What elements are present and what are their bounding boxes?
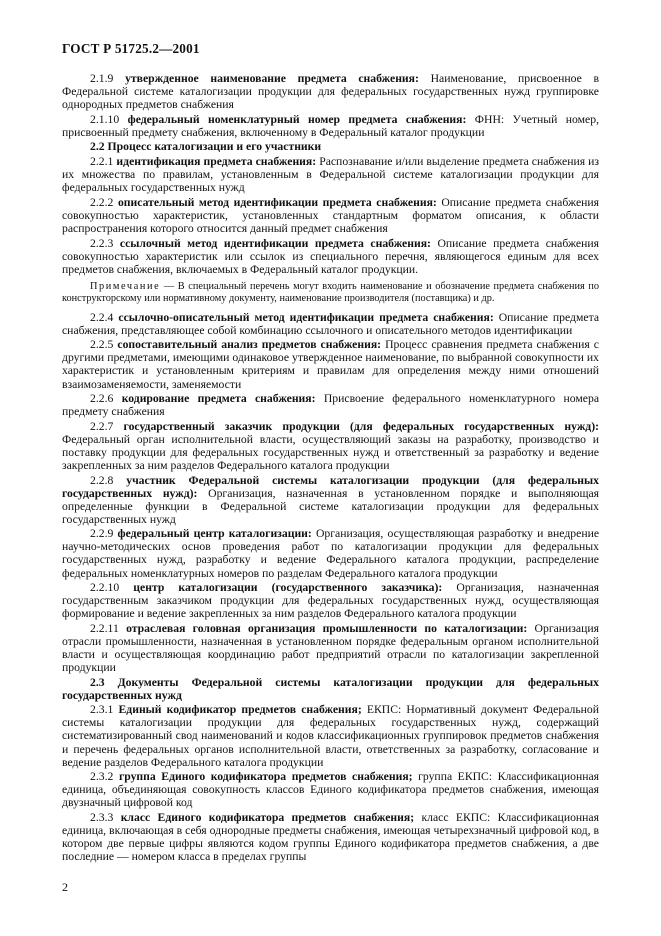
- clause-number: 2.2.9: [90, 527, 114, 541]
- defined-term: участник Федеральной системы каталогизации продукции (для федеральных государственных нужд):: [62, 473, 599, 500]
- section-heading: 2.2 Процесс каталогизации и его участники: [90, 140, 322, 154]
- defined-term: федеральный центр каталогизации:: [117, 527, 312, 541]
- definition-text: Описание предмета снабжения совокупностью характеристик, установленных стандартным форматом описания, к области распространения которого относится данный предмет снабжения: [62, 195, 600, 235]
- definition-text: ФНН: Учетный номер, присвоенный предмету снабжения, включенному в Федеральный каталог продукции: [62, 112, 599, 139]
- clause-number: 2.2.7: [90, 419, 114, 433]
- defined-term: идентификация предмета снабжения:: [116, 155, 317, 169]
- definition-paragraph: [62, 311, 599, 337]
- clause-number: 2.2.11: [90, 621, 119, 635]
- defined-term: государственный заказчик продукции (для федеральных государственных нужд):: [123, 419, 599, 433]
- defined-term: отраслевая головная организация промышленности по каталогизации:: [126, 621, 528, 635]
- definition-text: Наименование, присвоенное в Федеральной системе каталогизации продукции для федеральных государственных нужд группировке однородных предметов снабжения: [62, 72, 600, 112]
- definition-paragraph: [62, 420, 599, 472]
- clause-number: 2.2.4: [90, 310, 114, 324]
- clause-number: 2.2.10: [90, 581, 120, 595]
- definition-paragraph: [62, 72, 599, 111]
- section-heading: 2.3 Документы Федеральной системы каталогизации продукции для федеральных государственных нужд: [62, 675, 599, 702]
- clause-number: 2.2.1: [90, 155, 114, 169]
- definition-text: группа ЕКПС: Классификационная единица, объединяющая совокупность классов Единого кодификатора предметов снабжения, имеющая двузначный цифровой код: [62, 770, 600, 810]
- definition-paragraph: [62, 113, 599, 139]
- definition-text: Организация, назначенная в установленном порядке и выполняющая определенные функции в Федеральной системе каталогизации продукции для федеральных государственных нужд: [62, 486, 600, 526]
- defined-term: утвержденное наименование предмета снабжения:: [125, 72, 419, 85]
- clause-number: 2.2.8: [90, 473, 114, 487]
- definition-text: Описание предмета снабжения совокупностью характеристик или ссылок из специального перечня, являющегося единым для всех предметов снабжения, включаемых в Федеральный каталог продукции.: [62, 236, 600, 276]
- definition-paragraph: [62, 811, 599, 863]
- defined-term: ссылочный метод идентификации предмета снабжения:: [119, 236, 431, 250]
- document-code-header: ГОСТ Р 51725.2—2001: [62, 41, 200, 56]
- definition-paragraph: [62, 622, 599, 674]
- definition-paragraph: [62, 527, 599, 579]
- definition-text: Описание предмета снабжения, представляющее собой комбинацию ссылочного и описательного методов идентификации: [62, 310, 600, 337]
- definition-text: Распознавание и/или выделение предмета снабжения из их множества по правилам, установленным в Федеральной системе каталогизации продукции для федеральных государственных нужд: [62, 155, 599, 195]
- definition-paragraph: [62, 770, 599, 809]
- definition-text: Процесс сравнения предмета снабжения с другими предметами, имеющими одинаковое утвержденное наименование, по выбранной совокупности их характеристик и установленным критериям и правилам для определения между ними отношений взаимозаменяемости, заменяемости: [62, 338, 599, 391]
- clause-number: 2.3.3: [90, 810, 114, 824]
- definition-text: Организация отрасли промышленности, назначенная в установленном порядке федеральным органом исполнительной власти и осуществляющая координацию работ предприятий отрасли по каталогизации закрепленной продукции: [62, 621, 599, 675]
- clause-number: 2.2.5: [90, 338, 114, 352]
- definition-paragraph: [62, 581, 599, 620]
- clause-number: 2.2.6: [90, 392, 114, 406]
- definition-paragraph: [62, 474, 599, 526]
- defined-term: описательный метод идентификации предмета снабжения:: [117, 195, 437, 209]
- clause-number: 2.1.9: [90, 72, 114, 85]
- definition-text: класс ЕКПС: Классификационная единица, включающая в себя однородные предметы снабжения, имеющая четырехзначный цифровой код, в котором две первые цифры являются кодом группы Единого кодификатора предметов снабжения, а две последние — номером класса в пределах группы: [62, 810, 599, 864]
- document-body: [62, 72, 599, 865]
- definition-paragraph: [62, 392, 599, 418]
- definition-text: Федеральный орган исполнительной власти, осуществляющий заказы на разработку, производство и поставку продукции для федеральных государственных нужд и ответственный за разработку и ведение закрепленных за ним разделов Федерального каталога продукции: [62, 432, 599, 472]
- defined-term: центр каталогизации (государственного заказчика):: [133, 581, 443, 595]
- note-paragraph: [62, 281, 599, 305]
- definition-paragraph: [62, 237, 599, 276]
- definition-text: ЕКПС: Нормативный документ Федеральной системы каталогизации продукции для федеральных государственных нужд, содержащий систематизированный свод наименований и кодов классификационных группировок предметов снабжения и перечень федеральных органов исполнительной власти, ответственных за разработку, согласование и ведение разделов Федерального каталога продукции: [62, 703, 600, 769]
- definition-paragraph: [62, 703, 599, 768]
- definition-text: Присвоение федерального номенклатурного номера предмету снабжения: [62, 392, 600, 419]
- defined-term: сопоставительный анализ предметов снабжения:: [117, 338, 382, 352]
- defined-term: группа Единого кодификатора предметов снабжения;: [118, 770, 413, 784]
- definition-paragraph: [62, 338, 599, 390]
- defined-term: класс Единого кодификатора предметов снабжения;: [120, 810, 415, 824]
- defined-term: федеральный номенклатурный номер предмета снабжения:: [127, 112, 467, 126]
- defined-term: Единый кодификатор предметов снабжения;: [118, 703, 362, 717]
- note-text: — В специальный перечень могут входить наименование и обозначение предмета снабжения по конструкторскому или нормативному документу, наименование производителя (поставщика) и др.: [62, 280, 599, 304]
- defined-term: ссылочно-описательный метод идентификации предмета снабжения:: [118, 310, 494, 324]
- clause-number: 2.2.2: [90, 195, 114, 209]
- page-number: 2: [62, 880, 68, 894]
- clause-number: 2.2.3: [90, 236, 114, 250]
- definition-paragraph: [62, 155, 599, 194]
- clause-number: 2.1.10: [90, 112, 120, 126]
- clause-number: 2.3.2: [90, 770, 114, 784]
- definition-text: Организация, осуществляющая разработку и внедрение научно-методических основ проведения работ по каталогизации продукции для федеральных государственных нужд, разработку и ведение Федерального каталога продукции, распределение федеральных номенклатурных номеров по разделам Федерального каталога продукции: [62, 527, 600, 580]
- definition-text: Организация, назначенная государственным заказчиком продукции для федеральных государственных нужд, осуществляющая формирование и ведение закрепленных за ним разделов Федерального каталога продукции: [62, 581, 600, 621]
- clause-number: 2.3.1: [90, 703, 114, 717]
- note-label: Примечание: [90, 280, 161, 292]
- definition-paragraph: [62, 196, 599, 235]
- defined-term: кодирование предмета снабжения:: [121, 392, 316, 406]
